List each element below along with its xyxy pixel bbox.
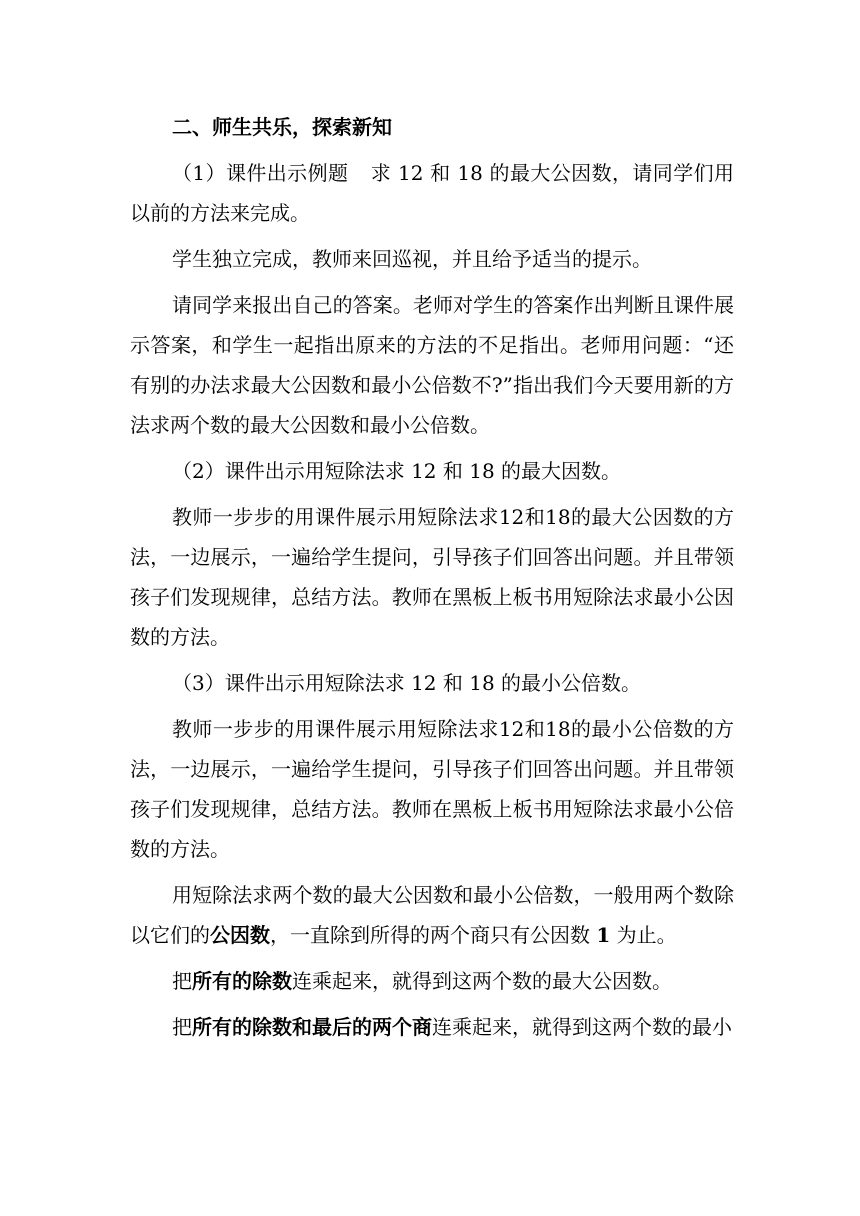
section-heading: 二、师生共乐，探索新知 [172,115,392,139]
bold-term: 公因数 [210,923,270,947]
paragraph-8 [130,875,734,955]
item-number: （1） [172,161,226,185]
paragraph-6: （3）课件出示用短除法求 12 和 18 的最小公倍数。 [172,671,642,695]
paragraph-10 [130,1007,734,1047]
text-run: 课件出示例题 [225,161,349,185]
paragraph-2: 学生独立完成，教师来回巡视，并且给予适当的提示。 [172,247,652,271]
text-run: 求 12 和 18 的最大公因数，请同学们用以前的方法来完成。 [130,161,735,225]
paragraph-9 [130,961,734,1001]
paragraph-4: （2）课件出示用短除法求 12 和 18 的最大因数。 [172,459,622,483]
text-run: 把 [172,1015,192,1039]
paragraph-5: 教师一步步的用课件展示用短除法求12和18的最大公因数的方法，一边展示，一遍给学生提问，引导孩子们回答出问题。并且带领孩子们发现规律，总结方法。教师在黑板上板书用短除法求最小公因数的方法。 [130,505,734,649]
text-run: 连乘起来，就得到这两个数的最小 [432,1015,732,1039]
bold-term: 所有的除数和最后的两个商 [192,1015,432,1039]
text-run: 连乘起来，就得到这两个数的最大公因数。 [292,969,672,993]
bold-term: 所有的除数 [192,969,292,993]
bold-term: 1 [596,923,611,947]
paragraph-1 [130,153,734,233]
paragraph-7: 教师一步步的用课件展示用短除法求12和18的最小公倍数的方法，一边展示，一遍给学生提问，引导孩子们回答出问题。并且带领孩子们发现规律，总结方法。教师在黑板上板书用短除法求最小公倍数的方法。 [130,717,734,861]
text-run: 把 [172,969,192,993]
text-run: 为止。 [610,923,677,947]
paragraph-3: 请同学来报出自己的答案。老师对学生的答案作出判断且课件展示答案，和学生一起指出原来的方法的不足指出。老师用问题：“还有别的办法求最大公因数和最小公倍数不?”指出我们今天要用新的方法求两个数的最大公因数和最小公倍数。 [130,293,734,437]
text-run: ，一直除到所得的两个商只有公因数 [270,923,597,947]
text-run: 用短除法求两个数的最大公因数和最小公倍数，一般用两个数除以它们的 [130,883,734,947]
